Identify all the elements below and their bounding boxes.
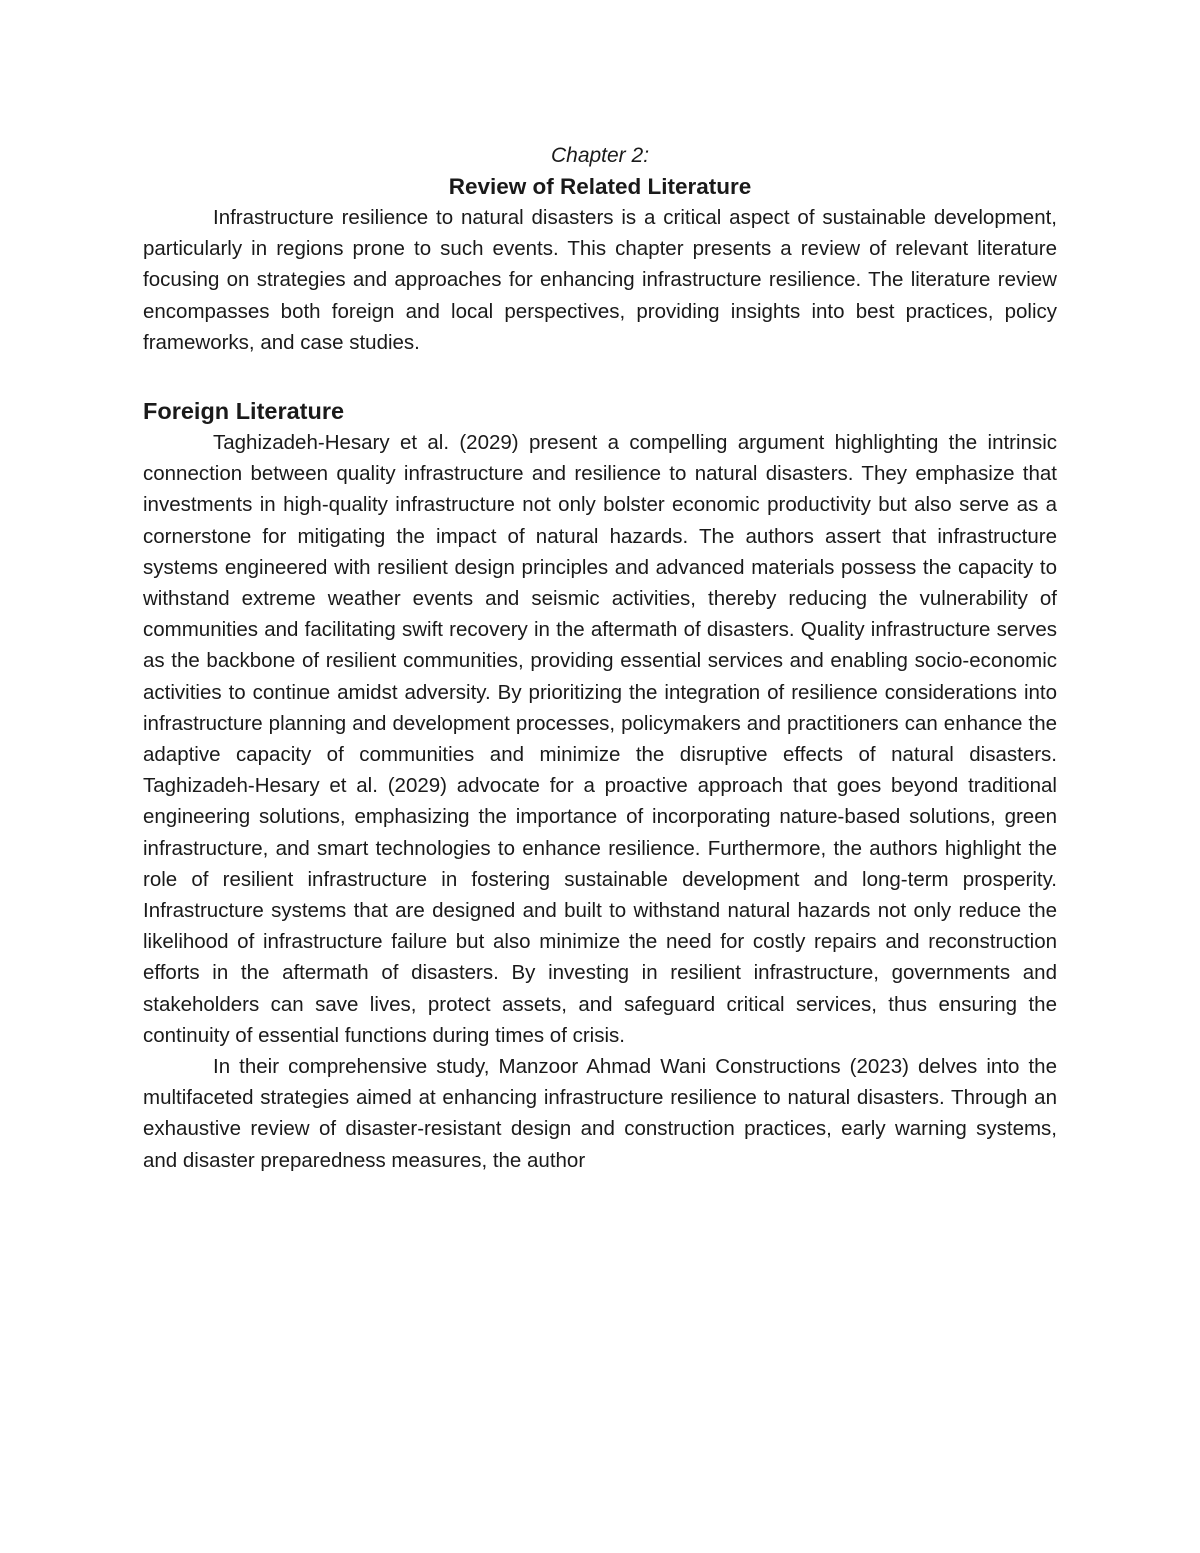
section-heading-foreign-literature: Foreign Literature [143, 398, 345, 425]
body-paragraph: Taghizadeh-Hesary et al. (2029) present a compelling argument highlighting the intrinsic connection between quality infrastructure and resilience to natural disasters. They emphasize that investments in high-quality infrastructure not only bolster economic productivity but also serve as a cornerstone for mitigating the impact of natural hazards. The authors assert that infrastructure systems engineered with resilient design principles and advanced materials possess the capacity to withstand extreme weather events and seismic activities, thereby reducing the vulnerability of communities and facilitating swift recovery in the aftermath of disasters. Quality infrastructure serves as the backbone of resilient communities, providing essential services and enabling socio-economic activities to continue amidst adversity. By prioritizing the integration of resilience considerations into infrastructure planning and development processes, policymakers and practitioners can enhance the adaptive capacity of communities and minimize the disruptive effects of natural disasters. Taghizadeh-Hesary et al. (2029) advocate for a proactive approach that goes beyond traditional engineering solutions, emphasizing the importance of incorporating nature-based solutions, green infrastructure, and smart technologies to enhance resilience. Furthermore, the authors highlight the role of resilient infrastructure in fostering sustainable development and long-term prosperity. Infrastructure systems that are designed and built to withstand natural hazards not only reduce the likelihood of infrastructure failure but also minimize the need for costly repairs and reconstruction efforts in the aftermath of disasters. By investing in resilient infrastructure, governments and stakeholders can save lives, protect assets, and safeguard critical services, thus ensuring the continuity of essential functions during times of crisis. [143, 431, 1057, 1047]
chapter-title: Review of Related Literature [448, 174, 752, 199]
document-page [143, 140, 1057, 1176]
chapter-label: Chapter 2: [550, 144, 650, 167]
body-paragraph: In their comprehensive study, Manzoor Ahmad Wani Constructions (2023) delves into the multifaceted strategies aimed at enhancing infrastructure resilience to natural disasters. Through an exhaustive review of disaster-resistant design and construction practices, early warning systems, and disaster preparedness measures, the author [143, 1055, 1057, 1172]
intro-paragraph: Infrastructure resilience to natural disasters is a critical aspect of sustainable development, particularly in regions prone to such events. This chapter presents a review of relevant literature focusing on strategies and approaches for enhancing infrastructure resilience. The literature review encompasses both foreign and local perspectives, providing insights into best practices, policy frameworks, and case studies. [143, 206, 1057, 354]
